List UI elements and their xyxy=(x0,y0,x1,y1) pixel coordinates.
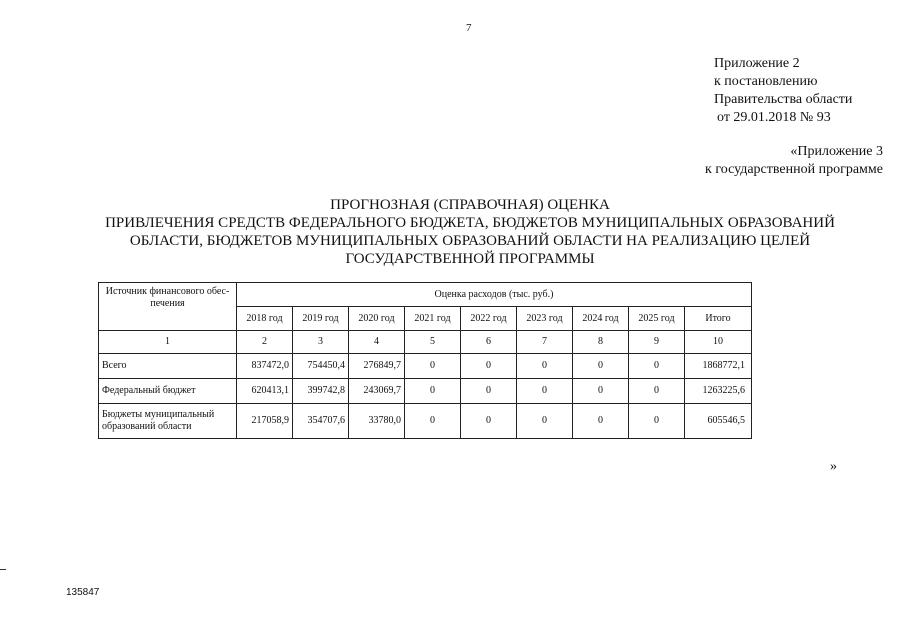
year-header-2020: 2020 год xyxy=(349,307,405,331)
table-cell: 0 xyxy=(573,354,629,379)
table-cell: 754450,4 xyxy=(293,354,349,379)
row-label: Всего xyxy=(99,354,237,379)
table-cell-total: 1868772,1 xyxy=(685,354,752,379)
year-header-2018: 2018 год xyxy=(237,307,293,331)
table-cell: 0 xyxy=(461,379,517,404)
program-appendix-line: «Приложение 3 xyxy=(790,144,883,159)
funding-table xyxy=(98,282,752,439)
table-cell: 0 xyxy=(405,354,461,379)
table-cell: 0 xyxy=(629,379,685,404)
column-number: 4 xyxy=(349,331,405,354)
year-header-2021: 2021 год xyxy=(405,307,461,331)
table-cell: 0 xyxy=(461,354,517,379)
table-row-total xyxy=(99,354,752,379)
table-cell: 276849,7 xyxy=(349,354,405,379)
column-number: 5 xyxy=(405,331,461,354)
table-cell: 620413,1 xyxy=(237,379,293,404)
closing-quote: » xyxy=(830,459,837,474)
source-header-cell xyxy=(99,283,237,331)
column-number: 1 xyxy=(99,331,237,354)
appendix-line: к постановлению xyxy=(714,74,818,89)
year-header-2025: 2025 год xyxy=(629,307,685,331)
program-appendix-block xyxy=(705,143,883,179)
table-cell: 0 xyxy=(573,379,629,404)
appendix-block xyxy=(714,55,852,127)
title-line: ПРОГНОЗНАЯ (СПРАВОЧНАЯ) ОЦЕНКА xyxy=(330,197,610,213)
table-row-federal xyxy=(99,379,752,404)
year-header-2024: 2024 год xyxy=(573,307,629,331)
title-line: ПРИВЛЕЧЕНИЯ СРЕДСТВ ФЕДЕРАЛЬНОГО БЮДЖЕТА, БЮДЖЕТОВ МУНИЦИПАЛЬНЫХ ОБРАЗОВАНИЙ xyxy=(105,215,835,231)
table-cell: 217058,9 xyxy=(237,404,293,439)
expense-group-header: Оценка расходов (тыс. руб.) xyxy=(237,283,752,307)
column-number: 8 xyxy=(573,331,629,354)
table-cell: 0 xyxy=(573,404,629,439)
table-row-municipal xyxy=(99,404,752,439)
appendix-date-line: от 29.01.2018 № 93 xyxy=(717,110,831,125)
document-code: 135847 xyxy=(66,587,100,598)
page-number: 7 xyxy=(466,22,472,34)
table-cell: 0 xyxy=(517,354,573,379)
table-cell: 0 xyxy=(629,404,685,439)
appendix-line: Приложение 2 xyxy=(714,56,800,71)
margin-mark xyxy=(0,569,6,570)
column-number-row xyxy=(99,331,752,354)
column-number: 9 xyxy=(629,331,685,354)
source-header-line: Источник финансового обес- xyxy=(105,286,230,297)
year-header-2023: 2023 год xyxy=(517,307,573,331)
appendix-line: Правительства области xyxy=(714,92,853,107)
table-cell: 837472,0 xyxy=(237,354,293,379)
year-header-2019: 2019 год xyxy=(293,307,349,331)
table-cell: 0 xyxy=(517,404,573,439)
row-label xyxy=(99,404,237,439)
row-label: Федеральный бюджет xyxy=(99,379,237,404)
title-line: ГОСУДАРСТВЕННОЙ ПРОГРАММЫ xyxy=(345,251,595,267)
document-title xyxy=(0,196,905,268)
total-header: Итого xyxy=(685,307,752,331)
table-cell: 33780,0 xyxy=(349,404,405,439)
table-cell: 0 xyxy=(461,404,517,439)
column-number: 3 xyxy=(293,331,349,354)
table-cell: 399742,8 xyxy=(293,379,349,404)
column-number: 10 xyxy=(685,331,752,354)
table-cell: 0 xyxy=(517,379,573,404)
row-label-line: образований области xyxy=(102,421,192,432)
table-cell: 0 xyxy=(629,354,685,379)
table-cell-total: 1263225,6 xyxy=(685,379,752,404)
column-number: 6 xyxy=(461,331,517,354)
year-header-2022: 2022 год xyxy=(461,307,517,331)
table-cell: 0 xyxy=(405,379,461,404)
column-number: 2 xyxy=(237,331,293,354)
title-line: ОБЛАСТИ, БЮДЖЕТОВ МУНИЦИПАЛЬНЫХ ОБРАЗОВАНИЙ ОБЛАСТИ НА РЕАЛИЗАЦИЮ ЦЕЛЕЙ xyxy=(129,233,811,249)
table-cell: 354707,6 xyxy=(293,404,349,439)
program-appendix-line: к государственной программе xyxy=(705,162,883,177)
column-number: 7 xyxy=(517,331,573,354)
table-cell-total: 605546,5 xyxy=(685,404,752,439)
table-cell: 0 xyxy=(405,404,461,439)
source-header-line: печения xyxy=(150,298,185,309)
table-cell: 243069,7 xyxy=(349,379,405,404)
row-label-line: Бюджеты муниципальный xyxy=(102,409,215,420)
